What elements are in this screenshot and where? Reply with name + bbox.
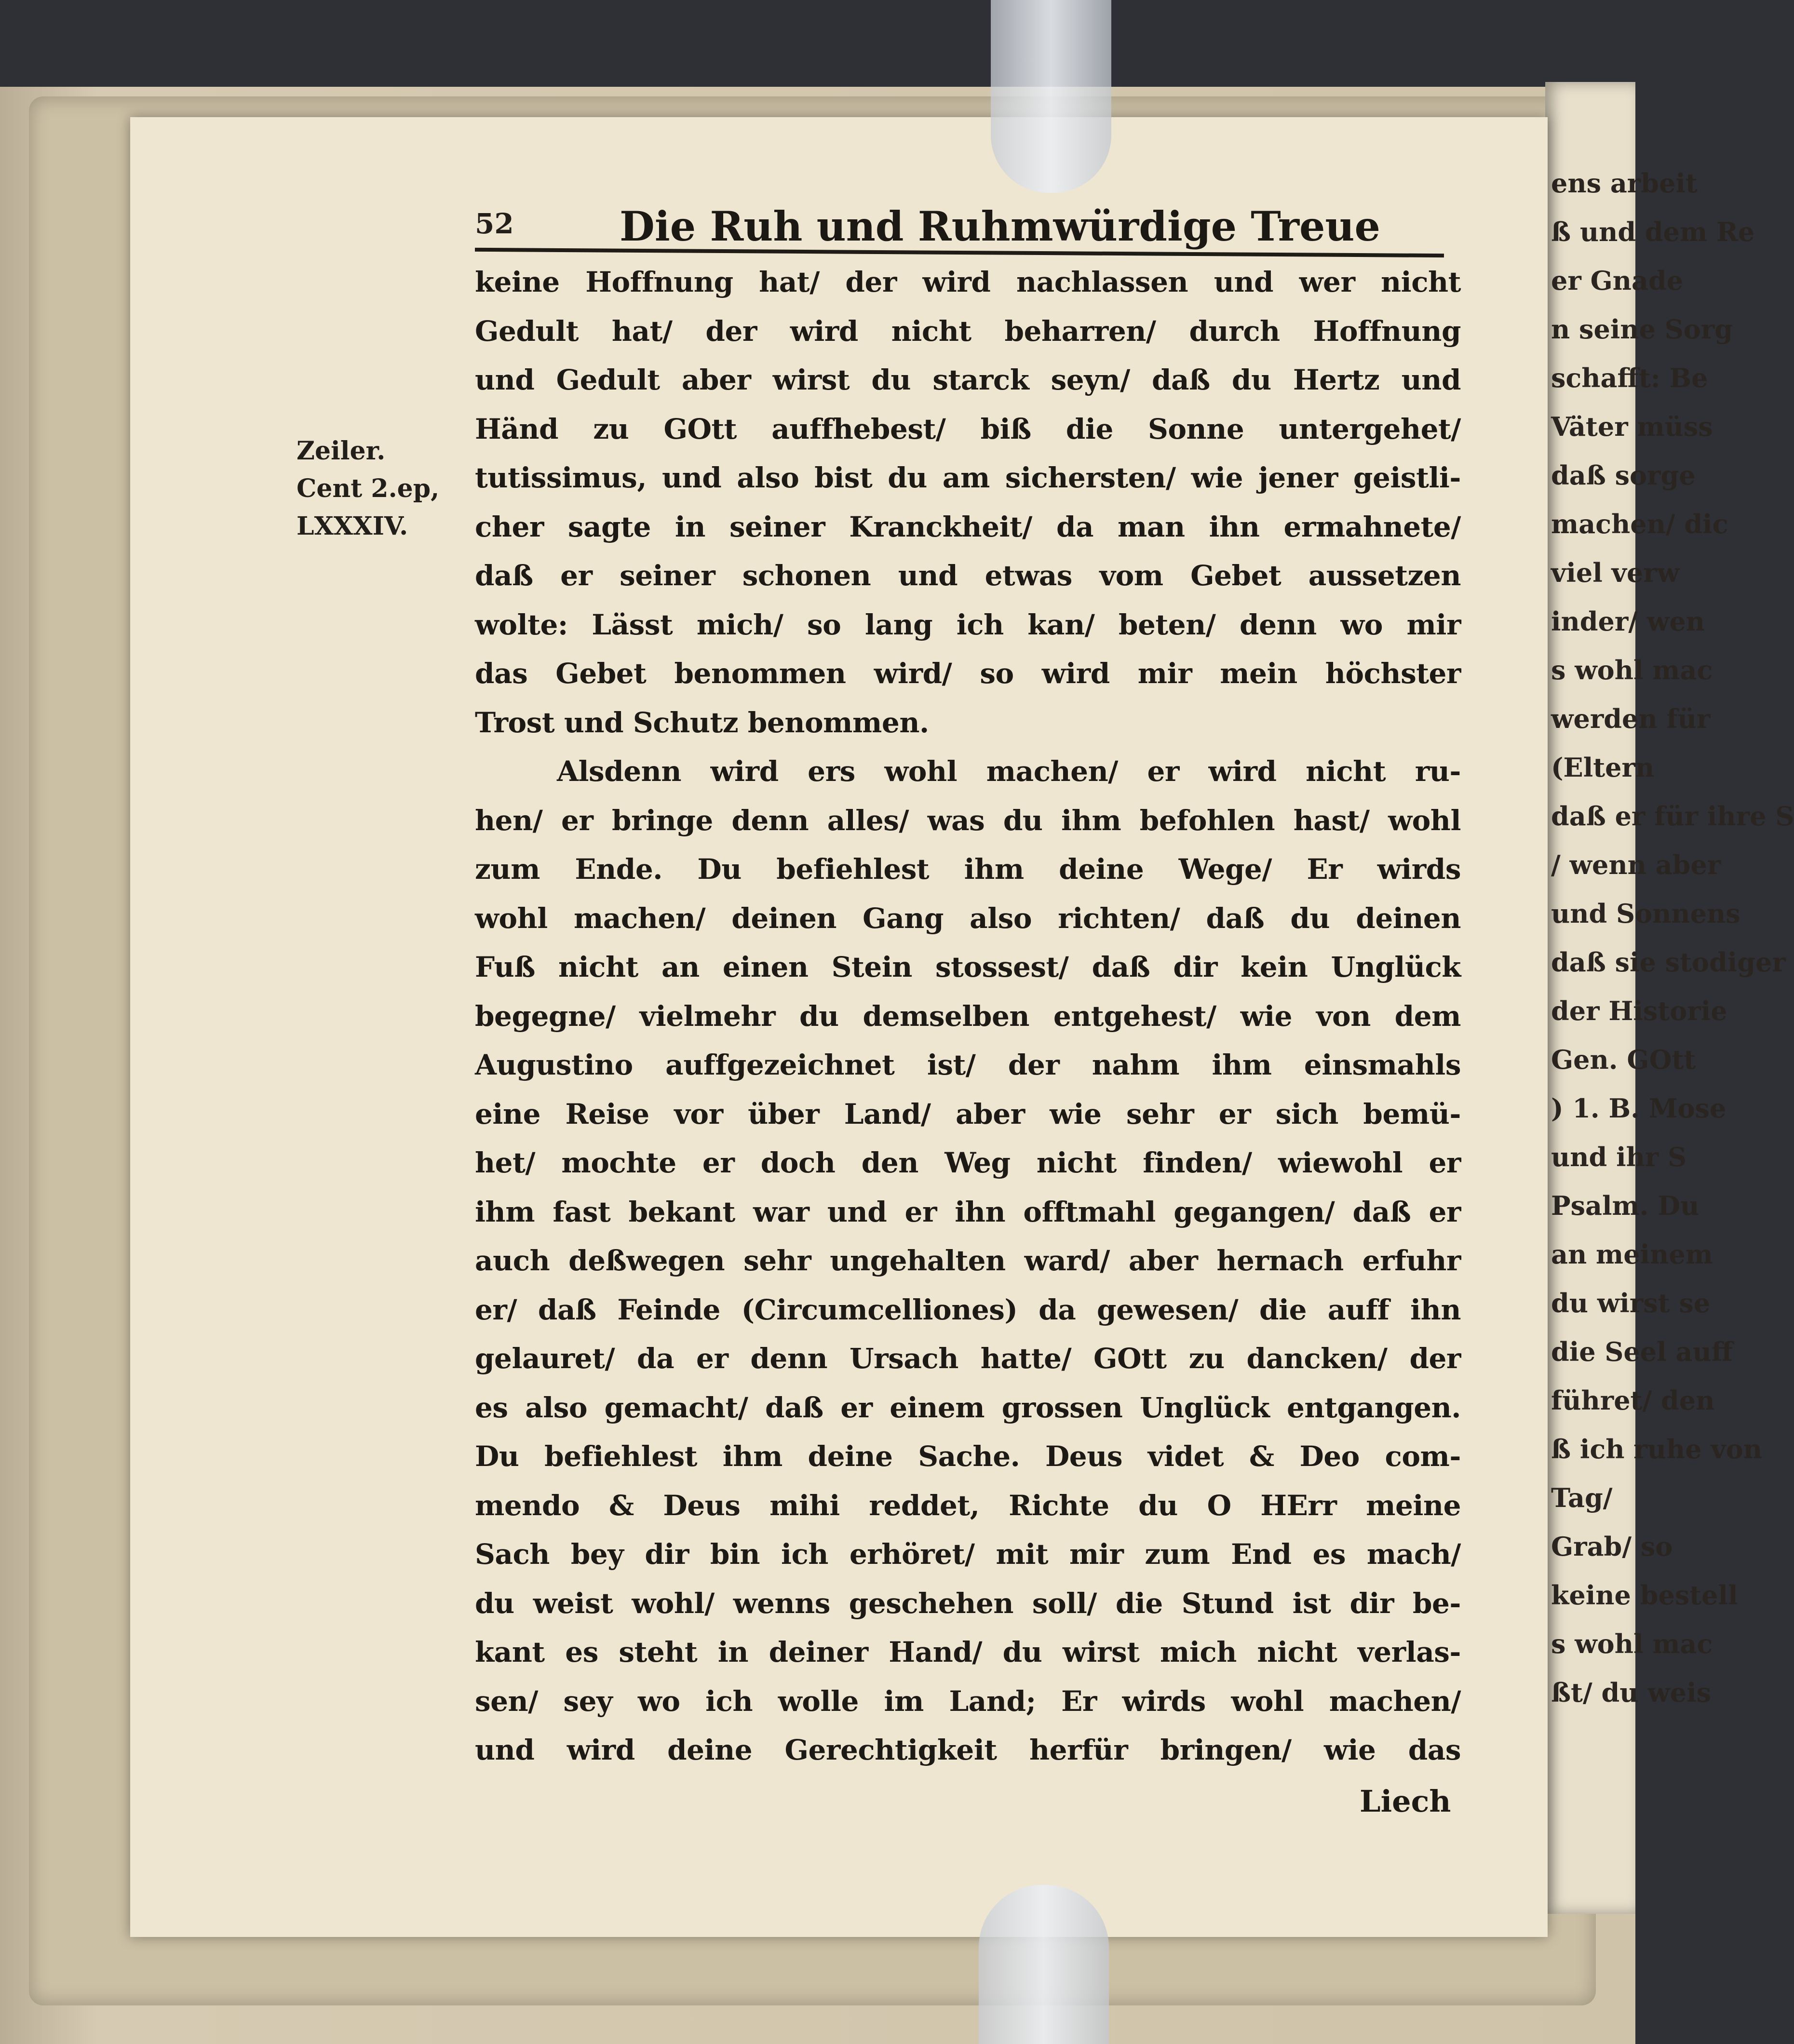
text-line: daß er seiner schonen und etwas vom Gebet aussetzen	[475, 559, 1461, 592]
text-line: du weist wohl/ wenns geschehen soll/ die Stund ist dir be-	[475, 1587, 1461, 1620]
facing-page-line: inder/ wen	[1551, 606, 1705, 637]
facing-page	[1545, 82, 1794, 1914]
text-line: das Gebet benommen wird/ so wird mir mein höchster	[475, 657, 1461, 690]
text-line: Händ zu GOtt auffhebest/ biß die Sonne untergehet/	[475, 412, 1461, 445]
facing-page-line: du wirst se	[1551, 1288, 1711, 1318]
facing-page-line: s wohl mac	[1551, 655, 1713, 686]
page-clip-top	[991, 0, 1111, 193]
facing-page-line: werden für	[1551, 703, 1711, 734]
facing-page-line: und Sonnens	[1551, 898, 1740, 929]
facing-page-line: daß sorge	[1551, 460, 1696, 491]
text-line: eine Reise vor über Land/ aber wie sehr er sich bemü-	[475, 1097, 1461, 1130]
facing-page-line: viel verw	[1551, 557, 1680, 588]
facing-page-line: Grab/ so	[1551, 1531, 1673, 1562]
page-header	[475, 202, 1444, 251]
facing-page-line: ß und dem Re	[1551, 216, 1755, 247]
facing-page-line: ßt/ du weis	[1551, 1677, 1712, 1708]
facing-page-line: / wenn aber	[1551, 849, 1721, 880]
facing-page-line: und ihr S	[1551, 1142, 1687, 1172]
text-line: Sach bey dir bin ich erhöret/ mit mir zum End es mach/	[475, 1538, 1461, 1571]
facing-page-line: (Eltern	[1551, 752, 1655, 783]
text-line: Alsdenn wird ers wohl machen/ er wird nicht ru-	[557, 755, 1461, 788]
facing-page-line: machen/ dic	[1551, 509, 1728, 539]
text-line: keine Hoffnung hat/ der wird nachlassen und wer nicht	[475, 266, 1461, 298]
body-text	[475, 258, 1461, 1775]
text-line: Trost und Schutz benommen.	[475, 706, 929, 739]
margin-note-author: Zeiler.	[297, 436, 386, 466]
catchword: Liech	[1360, 1784, 1451, 1819]
text-line: ihm fast bekant war und er ihn offtmahl gegangen/ daß er	[475, 1195, 1461, 1228]
text-line: es also gemacht/ daß er einem grossen Unglück entgangen.	[475, 1391, 1461, 1424]
text-line: mendo & Deus mihi reddet, Richte du O HErr meine	[475, 1489, 1461, 1522]
text-line: wohl machen/ deinen Gang also richten/ daß du deinen	[475, 901, 1461, 935]
margin-note-cent: Cent 2.ep,	[297, 474, 440, 503]
facing-page-line: führet/ den	[1551, 1385, 1715, 1416]
facing-page-line: ß ich ruhe von	[1551, 1434, 1763, 1465]
margin-note-number: LXXXIV.	[297, 511, 408, 541]
facing-page-line: daß sie stodiger	[1551, 947, 1786, 978]
text-line: auch deßwegen sehr ungehalten ward/ aber hernach erfuhr	[475, 1244, 1461, 1277]
text-line: wolte: Lässt mich/ so lang ich kan/ beten/ denn wo mir	[475, 608, 1461, 641]
facing-page-line: Tag/	[1551, 1482, 1613, 1513]
facing-page-line: n seine Sorg	[1551, 314, 1733, 345]
text-line: Du befiehlest ihm deine Sache. Deus videt & Deo com-	[475, 1440, 1461, 1473]
facing-page-line: daß er für ihre S	[1551, 801, 1794, 832]
facing-page-line: ) 1. B. Mose	[1551, 1093, 1727, 1124]
facing-page-line: Väter müss	[1551, 411, 1713, 442]
facing-page-line: der Historie	[1551, 995, 1727, 1026]
text-line: cher sagte in seiner Kranckheit/ da man ihn ermahnete/	[475, 510, 1461, 543]
facing-page-line: keine bestell	[1551, 1580, 1738, 1611]
text-line: gelauret/ da er denn Ursach hatte/ GOtt zu dancken/ der	[475, 1342, 1461, 1375]
text-line: zum Ende. Du befiehlest ihm deine Wege/ Er wirds	[475, 853, 1461, 886]
text-line: begegne/ vielmehr du demselben entgehest/ wie von dem	[475, 999, 1461, 1033]
text-line: er/ daß Feinde (Circumcelliones) da gewesen/ die auff ihn	[475, 1293, 1461, 1326]
text-line: Fuß nicht an einen Stein stossest/ daß dir kein Unglück	[475, 951, 1461, 983]
facing-page-line: ens arbeit	[1551, 168, 1698, 199]
text-line: tutissimus, und also bist du am sichersten/ wie jener geistli-	[475, 461, 1461, 494]
text-line: het/ mochte er doch den Weg nicht finden/ wiewohl er	[475, 1146, 1461, 1179]
text-line: kant es steht in deiner Hand/ du wirst mich nicht verlas-	[475, 1636, 1461, 1668]
running-title: Die Ruh und Ruhmwürdige Treue	[620, 202, 1380, 250]
text-line: und wird deine Gerechtigkeit herfür bringen/ wie das	[475, 1734, 1461, 1766]
facing-page-line: er Gnade	[1551, 265, 1684, 296]
facing-page-line: Gen. GOtt	[1551, 1044, 1696, 1075]
page-number: 52	[475, 207, 514, 240]
text-line: hen/ er bringe denn alles/ was du ihm befohlen hast/ wohl	[475, 804, 1461, 837]
facing-page-line: s wohl mac	[1551, 1628, 1713, 1659]
facing-page-line: Psalm. Du	[1551, 1190, 1700, 1221]
facing-page-line: an meinem	[1551, 1239, 1713, 1270]
text-line: Augustino auffgezeichnet ist/ der nahm ihm einsmahls	[475, 1049, 1461, 1081]
facing-page-line: schafft: Be	[1551, 363, 1708, 393]
page-clip-bottom	[979, 1885, 1109, 2044]
text-line: und Gedult aber wirst du starck seyn/ daß du Hertz und	[475, 363, 1461, 396]
text-line: sen/ sey wo ich wolle im Land; Er wirds wohl machen/	[475, 1684, 1461, 1718]
facing-page-line: die Seel auff	[1551, 1336, 1733, 1367]
text-line: Gedult hat/ der wird nicht beharren/ durch Hoffnung	[475, 314, 1461, 348]
